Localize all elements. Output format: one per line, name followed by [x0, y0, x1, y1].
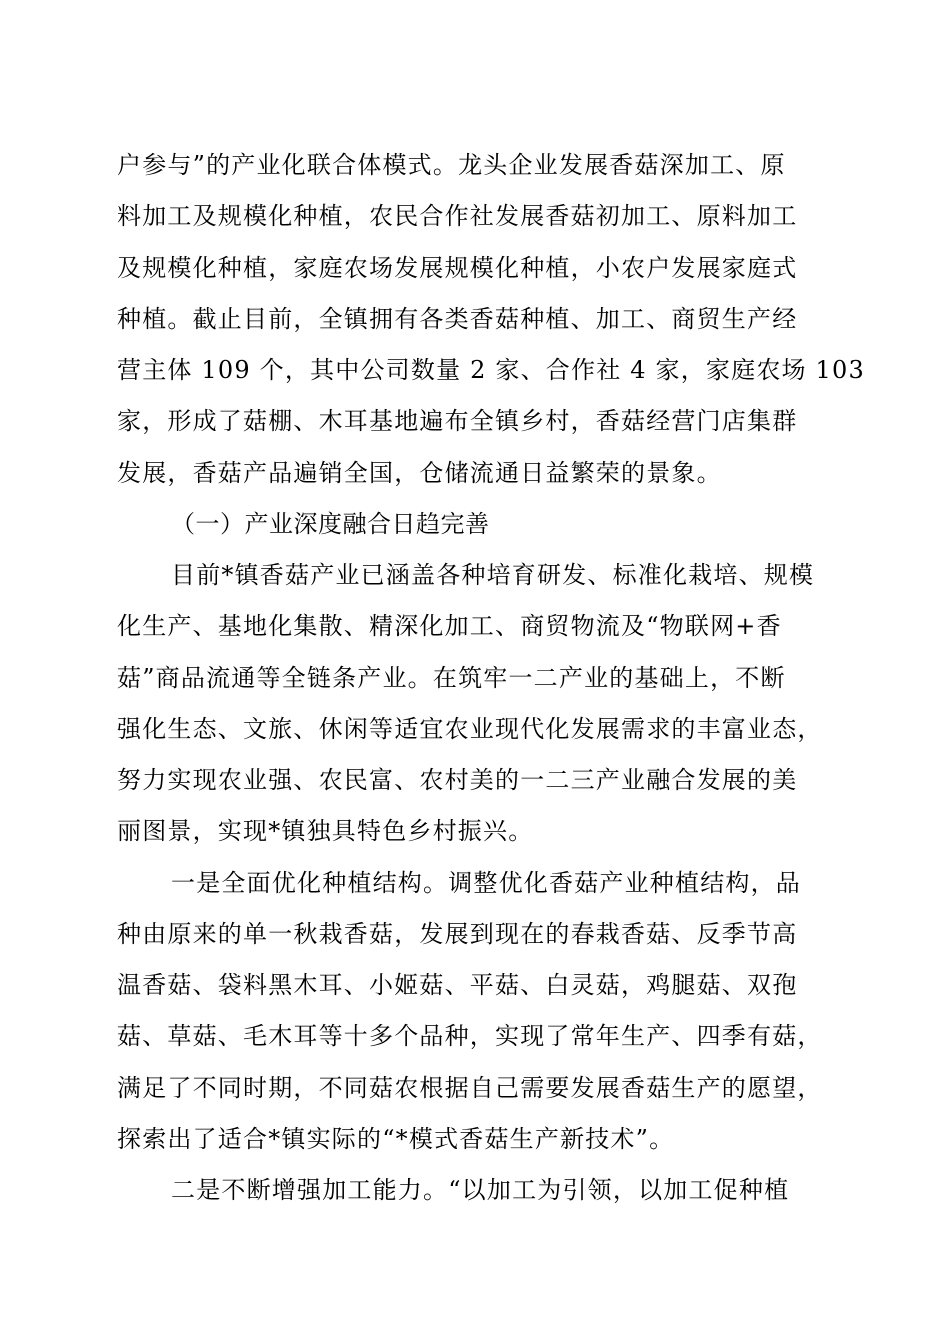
- paragraph-line: 营主体 109 个，其中公司数量 2 家、合作社 4 家，家庭农场 103: [117, 356, 865, 384]
- paragraph-line: 温香菇、袋料黑木耳、小姬菇、平菇、白灵菇，鸡腿菇、双孢: [117, 971, 798, 999]
- paragraph-line: 种由原来的单一秋栽香菇，发展到现在的春栽香菇、反季节高: [117, 919, 798, 948]
- paragraph-line: 发展，香菇产品遍销全国，仓储流通日益繁荣的景象。: [117, 458, 722, 487]
- paragraph-line: 目前*镇香菇产业已涵盖各种培育研发、标准化栽培、规模: [171, 561, 815, 589]
- paragraph-line: 强化生态、文旅、休闲等适宜农业现代化发展需求的丰富业态，: [117, 714, 823, 743]
- paragraph-line: 探索出了适合*镇实际的“*模式香菇生产新技术”。: [117, 1124, 675, 1153]
- paragraph-line: 种植。截止目前，全镇拥有各类香菇种植、加工、商贸生产经: [117, 304, 798, 333]
- paragraph-line: 一是全面优化种植结构。调整优化香菇产业种植结构，品: [171, 868, 801, 897]
- paragraph-line: 及规模化种植，家庭农场发展规模化种植，小农户发展家庭式: [117, 253, 798, 282]
- paragraph-line: 满足了不同时期，不同菇农根据自己需要发展香菇生产的愿望，: [117, 1073, 823, 1102]
- paragraph-line: 丽图景，实现*镇独具特色乡村振兴。: [117, 817, 534, 846]
- paragraph-line: 家，形成了菇棚、木耳基地遍布全镇乡村，香菇经营门店集群: [117, 407, 798, 436]
- paragraph-line: 菇”商品流通等全链条产业。在筑牢一二产业的基础上，不断: [117, 663, 786, 692]
- section-heading: （一）产业深度融合日趋完善: [171, 509, 490, 538]
- paragraph-line: 努力实现农业强、农民富、农村美的一二三产业融合发展的美: [117, 766, 798, 794]
- paragraph-line: 化生产、基地化集散、精深化加工、商贸物流及“物联网+香: [117, 612, 782, 641]
- paragraph-line: 菇、草菇、毛木耳等十多个品种，实现了常年生产、四季有菇，: [117, 1022, 823, 1051]
- paragraph-line: 二是不断增强加工能力。“以加工为引领，以加工促种植: [171, 1176, 790, 1204]
- document-body: [117, 140, 865, 1216]
- paragraph-line: 料加工及规模化种植，农民合作社发展香菇初加工、原料加工: [117, 202, 798, 231]
- paragraph-line: 户参与”的产业化联合体模式。龙头企业发展香菇深加工、原: [117, 151, 786, 179]
